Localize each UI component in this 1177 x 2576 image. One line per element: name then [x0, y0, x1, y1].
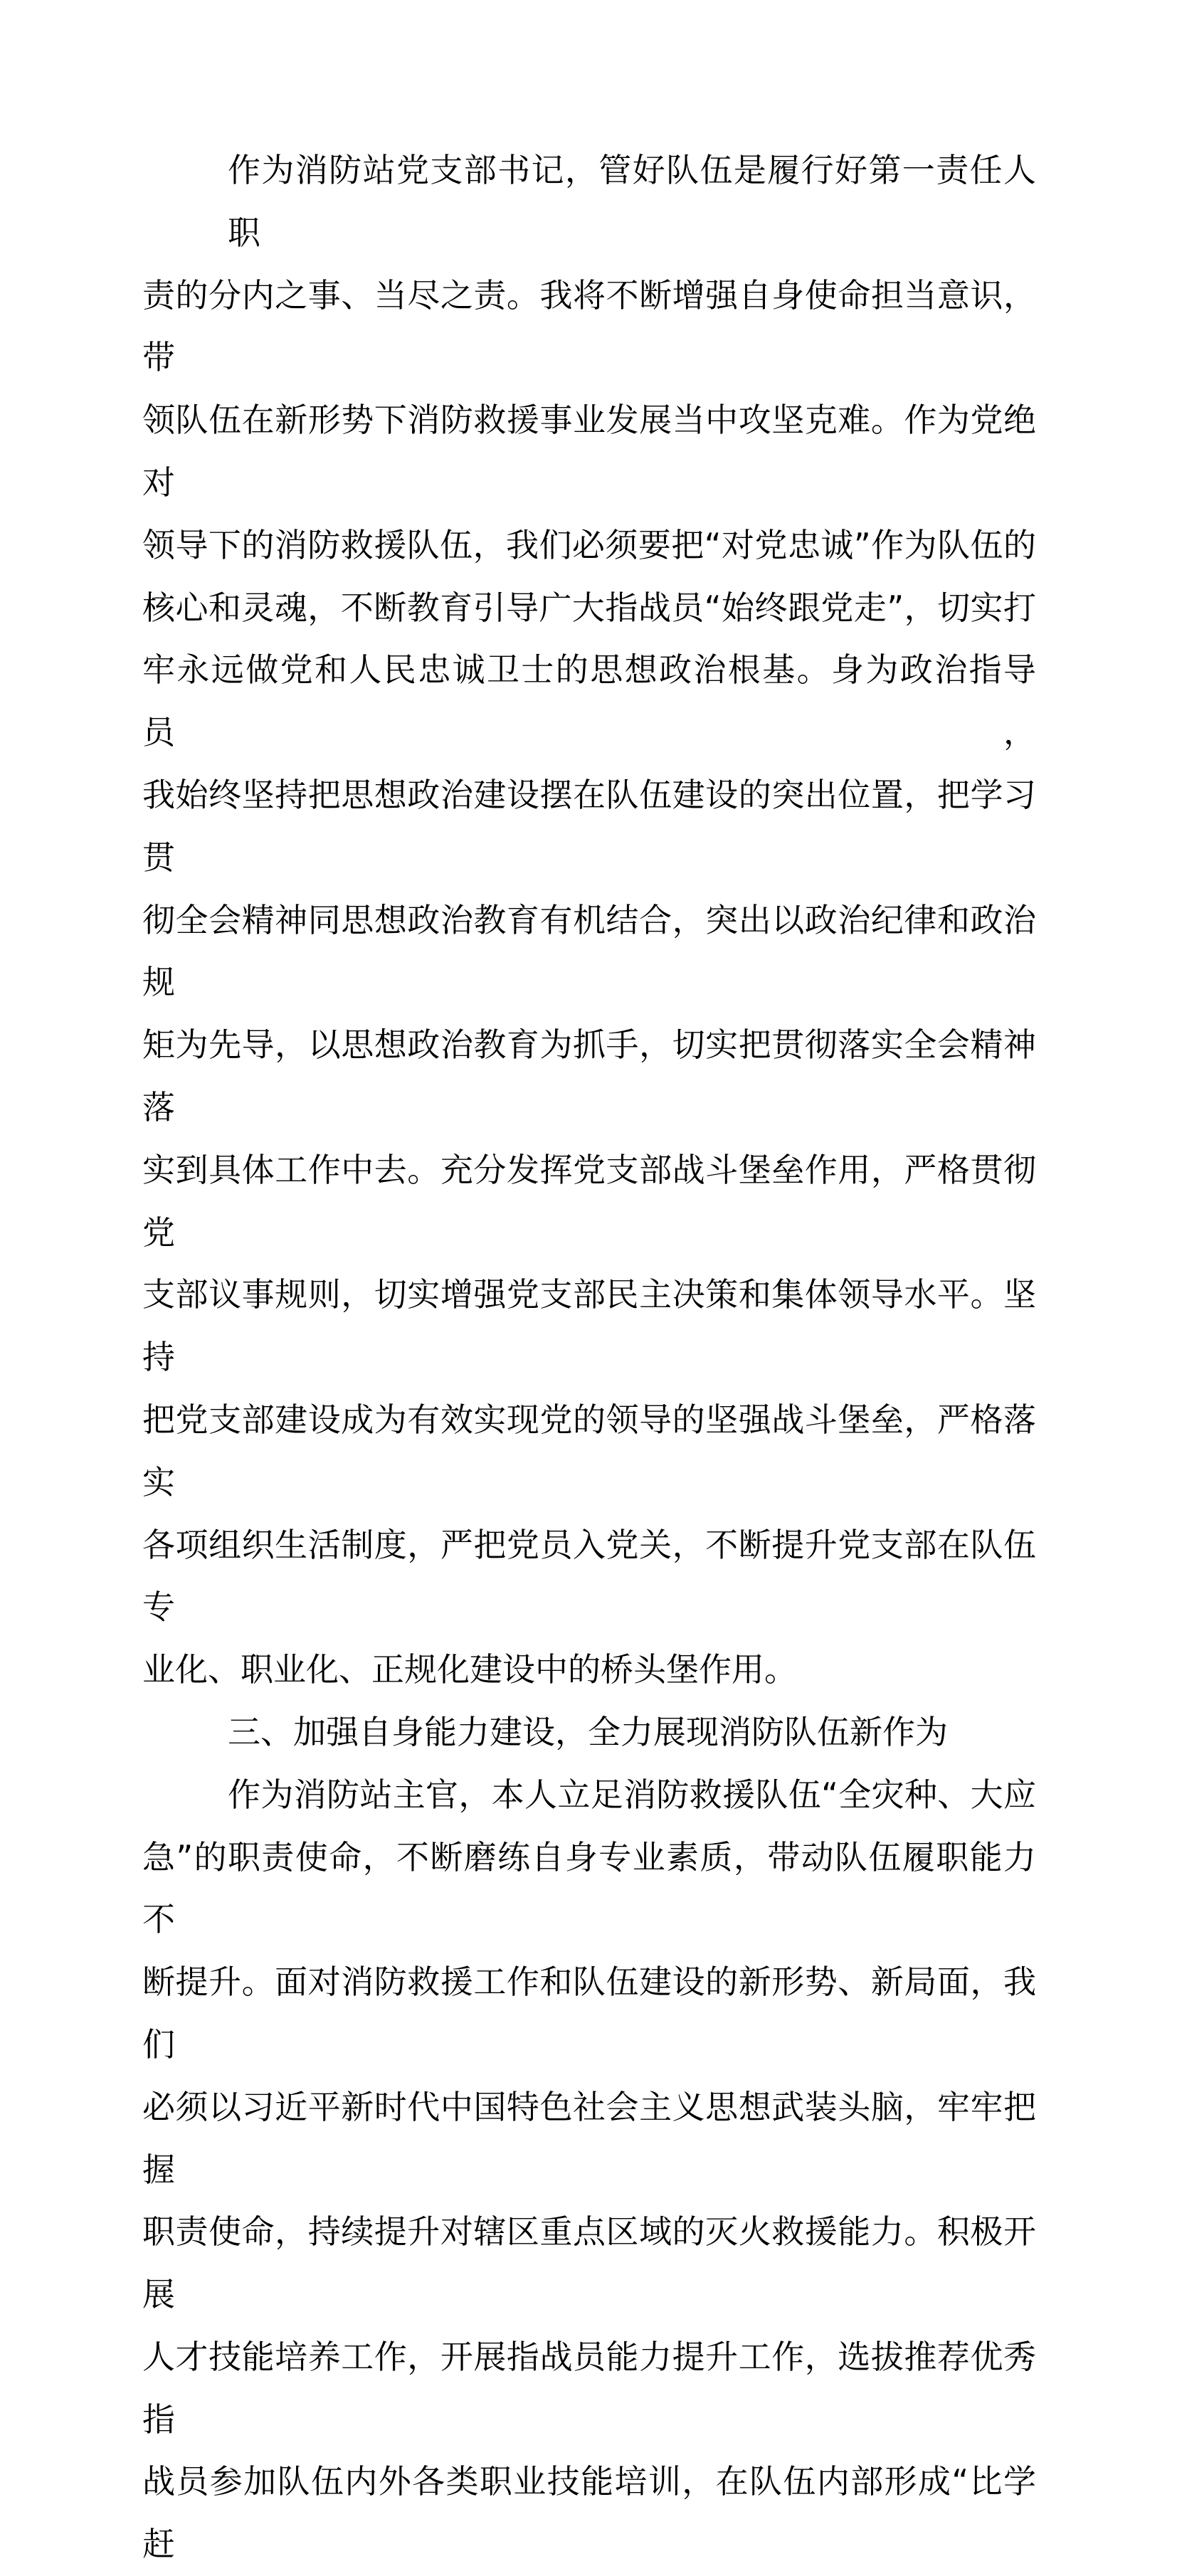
document-body [142, 139, 1036, 2576]
text-line: 彻全会精神同思想政治教育有机结合，突出以政治纪律和政治规 [142, 900, 1036, 1002]
text-line: 把党支部建设成为有效实现党的领导的坚强战斗堡垒，严格落实 [142, 1400, 1036, 1501]
text-line: 支部议事规则，切实增强党支部民主决策和集体领导水平。坚持 [142, 1275, 1036, 1377]
section-heading [142, 1701, 1036, 1764]
text-line: 责的分内之事、当尽之责。我将不断增强自身使命担当意识，带 [142, 275, 1036, 377]
text-line: 作为消防站主官，本人立足消防救援队伍“全灾种、大应 [228, 1775, 1036, 1814]
paragraph-party-branch [142, 139, 1036, 1701]
text-line: 战员参加队伍内外各类职业技能培训，在队伍内部形成“比学赶 [142, 2462, 1036, 2564]
heading-line: 三、加强自身能力建设，全力展现消防队伍新作为 [228, 1712, 948, 1751]
text-line: 领队伍在新形势下消防救援事业发展当中攻坚克难。作为党绝对 [142, 401, 1036, 502]
text-line: 牢永远做党和人民忠诚卫士的思想政治根基。身为政治指导员， [142, 650, 1036, 752]
text-line: 核心和灵魂，不断教育引导广大指战员“始终跟党走”，切实打 [142, 588, 1036, 627]
text-line: 我始终坚持把思想政治建设摆在队伍建设的突出位置，把学习贯 [142, 775, 1036, 877]
text-line: 人才技能培养工作，开展指战员能力提升工作，选拔推荐优秀指 [142, 2337, 1036, 2439]
text-line: 断提升。面对消防救援工作和队伍建设的新形势、新局面，我们 [142, 1963, 1036, 2064]
text-line: 业化、职业化、正规化建设中的桥头堡作用。 [142, 1650, 797, 1689]
text-line: 矩为先导，以思想政治教育为抓手，切实把贯彻落实全会精神落 [142, 1025, 1036, 1126]
text-line: 领导下的消防救援队伍，我们必须要把“对党忠诚”作为队伍的 [142, 525, 1036, 564]
text-line: 急”的职责使命，不断磨练自身专业素质，带动队伍履职能力不 [142, 1837, 1036, 1939]
text-line: 各项组织生活制度，严把党员入党关，不断提升党支部在队伍专 [142, 1525, 1036, 1627]
paragraph-capability [142, 1764, 1036, 2576]
text-line: 必须以习近平新时代中国特色社会主义思想武装头脑，牢牢把握 [142, 2087, 1036, 2189]
text-line: 实到具体工作中去。充分发挥党支部战斗堡垒作用，严格贯彻党 [142, 1150, 1036, 1252]
text-line: 职责使命，持续提升对辖区重点区域的灭火救援能力。积极开展 [142, 2212, 1036, 2314]
text-line: 作为消防站党支部书记，管好队伍是履行好第一责任人职 [228, 151, 1036, 252]
